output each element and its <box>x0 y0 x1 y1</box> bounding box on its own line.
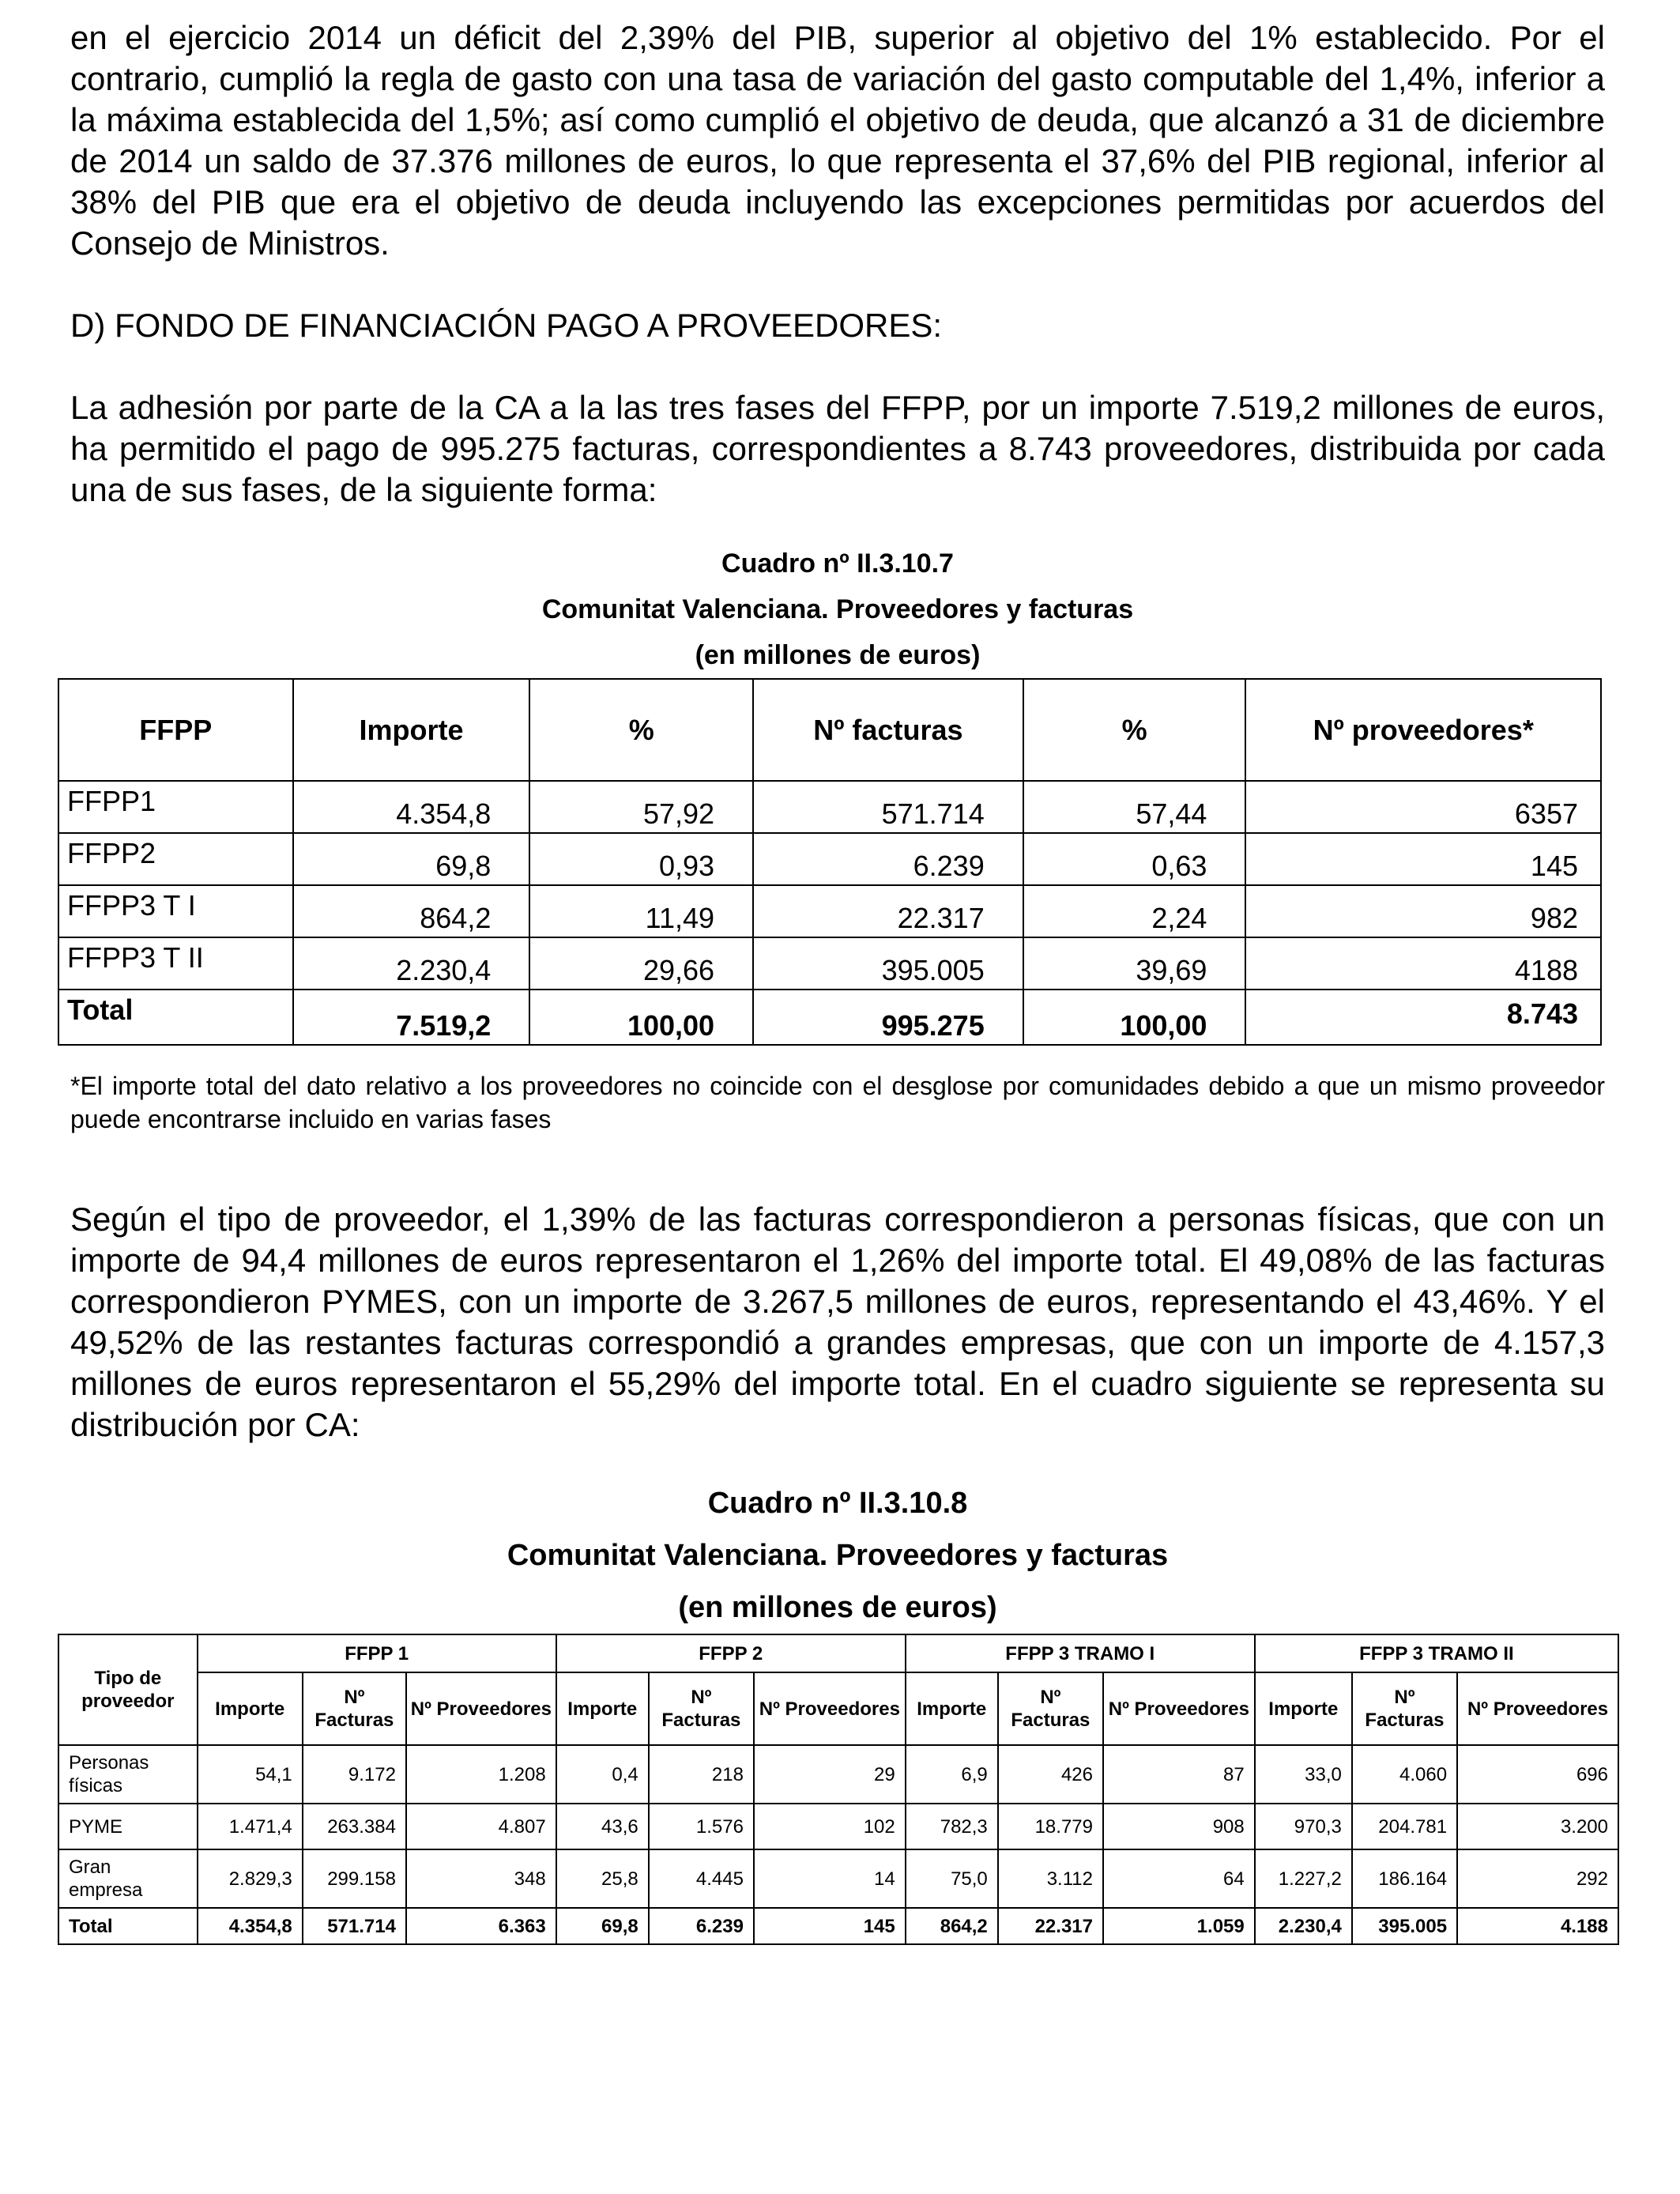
table-row <box>58 1804 1618 1849</box>
cell-value: 2.230,4 <box>1255 1908 1352 1944</box>
cell-importe: 69,8 <box>293 833 530 885</box>
table-subheader-row <box>58 1672 1618 1745</box>
col-header-facturas: Nº facturas <box>753 679 1023 781</box>
cell-value: 395.005 <box>1352 1908 1457 1944</box>
row-label: Total <box>58 1908 198 1944</box>
row-label: Gran empresa <box>58 1849 198 1908</box>
cell-importe: 2.230,4 <box>293 937 530 990</box>
cell-value: 0,4 <box>556 1745 649 1804</box>
subheader-importe: Importe <box>1255 1672 1352 1745</box>
cell-facturas: 395.005 <box>753 937 1023 990</box>
table-row <box>58 937 1601 990</box>
row-label: FFPP3 T I <box>58 885 293 937</box>
row-label: Personas físicas <box>58 1745 198 1804</box>
cell-facturas: 6.239 <box>753 833 1023 885</box>
cell-value: 3.200 <box>1457 1804 1618 1849</box>
cell-value: 6,9 <box>906 1745 998 1804</box>
cell-value: 4.188 <box>1457 1908 1618 1944</box>
section-title: D) FONDO DE FINANCIACIÓN PAGO A PROVEEDORES: <box>70 307 943 344</box>
cell-value: 696 <box>1457 1745 1618 1804</box>
subheader-proveedores: Nº Proveedores <box>406 1672 556 1745</box>
cell-value: 64 <box>1103 1849 1255 1908</box>
table-total-row <box>58 990 1601 1045</box>
row-label: FFPP1 <box>58 781 293 833</box>
cell-value: 426 <box>998 1745 1103 1804</box>
cell-pct-importe: 11,49 <box>529 885 753 937</box>
cell-value: 1.059 <box>1103 1908 1255 1944</box>
col-header-pct-importe: % <box>529 679 753 781</box>
cell-value: 9.172 <box>303 1745 406 1804</box>
cell-value: 54,1 <box>198 1745 303 1804</box>
cell-value: 4.807 <box>406 1804 556 1849</box>
cell-value: 1.208 <box>406 1745 556 1804</box>
cell-value: 145 <box>754 1908 906 1944</box>
cell-value: 22.317 <box>998 1908 1103 1944</box>
cell-proveedores: 4188 <box>1245 937 1601 990</box>
subheader-proveedores: Nº Proveedores <box>754 1672 906 1745</box>
cell-value: 14 <box>754 1849 906 1908</box>
document-page <box>67 17 1609 1945</box>
table1-caption-units: (en millones de euros) <box>695 640 981 670</box>
table-ffpp-summary <box>58 678 1602 1046</box>
second-paragraph: Según el tipo de proveedor, el 1,39% de las facturas correspondieron a personas físicas, que con un importe de 94,4 millones de euros representaron el 1,26% del importe total. El 49,08% de las facturas correspondieron PYMES, con un importe de 3.267,5 millones de euros, representando el 43,46%. Y el 49,52% de las restantes facturas correspondió a grandes empresas, que con un importe de 4.157,3 millones de euros representaron el 55,29% del importe total. En el cuadro siguiente se representa su distribución por CA: <box>70 1201 1605 1443</box>
col-header-pct-facturas: % <box>1023 679 1246 781</box>
col-header-proveedores: Nº proveedores* <box>1245 679 1601 781</box>
cell-value: 970,3 <box>1255 1804 1352 1849</box>
table-row <box>58 1745 1618 1804</box>
row-label: FFPP3 T II <box>58 937 293 990</box>
cell-value: 2.829,3 <box>198 1849 303 1908</box>
cell-value: 4.445 <box>649 1849 754 1908</box>
table1-footnote: *El importe total del dato relativo a los proveedores no coincide con el desglose por comunidades debido a que un mismo proveedor puede encontrarse incluido en varias fases <box>70 1072 1605 1133</box>
row-label: Total <box>58 990 293 1045</box>
cell-value: 6.239 <box>649 1908 754 1944</box>
row-label: FFPP2 <box>58 833 293 885</box>
cell-value: 75,0 <box>906 1849 998 1908</box>
cell-value: 1.471,4 <box>198 1804 303 1849</box>
cell-value: 204.781 <box>1352 1804 1457 1849</box>
cell-facturas: 22.317 <box>753 885 1023 937</box>
cell-pct-importe: 100,00 <box>529 990 753 1045</box>
cell-value: 87 <box>1103 1745 1255 1804</box>
cell-value: 69,8 <box>556 1908 649 1944</box>
cell-importe: 7.519,2 <box>293 990 530 1045</box>
cell-value: 25,8 <box>556 1849 649 1908</box>
subheader-proveedores: Nº Proveedores <box>1457 1672 1618 1745</box>
cell-pct-importe: 29,66 <box>529 937 753 990</box>
cell-importe: 4.354,8 <box>293 781 530 833</box>
table1-caption-title: Comunitat Valenciana. Proveedores y facturas <box>541 594 1134 624</box>
cell-proveedores: 8.743 <box>1245 990 1601 1045</box>
cell-value: 3.112 <box>998 1849 1103 1908</box>
subheader-importe: Importe <box>906 1672 998 1745</box>
row-label: PYME <box>58 1804 198 1849</box>
cell-pct-facturas: 2,24 <box>1023 885 1246 937</box>
cell-pct-facturas: 57,44 <box>1023 781 1246 833</box>
subheader-importe: Importe <box>198 1672 303 1745</box>
cell-value: 4.060 <box>1352 1745 1457 1804</box>
cell-pct-importe: 57,92 <box>529 781 753 833</box>
cell-value: 6.363 <box>406 1908 556 1944</box>
cell-pct-facturas: 100,00 <box>1023 990 1246 1045</box>
cell-value: 1.576 <box>649 1804 754 1849</box>
table1-caption-number: Cuadro nº II.3.10.7 <box>721 548 954 579</box>
table-header-row <box>58 679 1601 781</box>
cell-facturas: 571.714 <box>753 781 1023 833</box>
subheader-facturas: Nº Facturas <box>649 1672 754 1745</box>
cell-value: 864,2 <box>906 1908 998 1944</box>
cell-value: 263.384 <box>303 1804 406 1849</box>
cell-proveedores: 6357 <box>1245 781 1601 833</box>
table2-caption-title: Comunitat Valenciana. Proveedores y facturas <box>507 1539 1169 1572</box>
group-header-ffpp3-tramo2: FFPP 3 TRAMO II <box>1255 1634 1618 1672</box>
col-header-importe: Importe <box>293 679 530 781</box>
table-row <box>58 781 1601 833</box>
table2-caption-number: Cuadro nº II.3.10.8 <box>707 1487 968 1520</box>
subheader-facturas: Nº Facturas <box>1352 1672 1457 1745</box>
subheader-facturas: Nº Facturas <box>303 1672 406 1745</box>
cell-value: 908 <box>1103 1804 1255 1849</box>
cell-value: 186.164 <box>1352 1849 1457 1908</box>
cell-value: 299.158 <box>303 1849 406 1908</box>
cell-pct-importe: 0,93 <box>529 833 753 885</box>
subheader-proveedores: Nº Proveedores <box>1103 1672 1255 1745</box>
table-row <box>58 1849 1618 1908</box>
cell-value: 348 <box>406 1849 556 1908</box>
intro-paragraph: en el ejercicio 2014 un déficit del 2,39% del PIB, superior al objetivo del 1% establecido. Por el contrario, cumplió la regla de gasto con una tasa de variación del gasto computable del 1,4%, inferior a la máxima establecida del 1,5%; así como cumplió el objetivo de deuda, que alcanzó a 31 de diciembre de 2014 un saldo de 37.376 millones de euros, lo que representa el 37,6% del PIB regional, inferior al 38% del PIB que era el objetivo de deuda incluyendo las excepciones permitidas por acuerdos del Consejo de Ministros. <box>70 19 1605 262</box>
cell-pct-facturas: 39,69 <box>1023 937 1246 990</box>
cell-value: 33,0 <box>1255 1745 1352 1804</box>
cell-pct-facturas: 0,63 <box>1023 833 1246 885</box>
cell-value: 1.227,2 <box>1255 1849 1352 1908</box>
subheader-facturas: Nº Facturas <box>998 1672 1103 1745</box>
cell-facturas: 995.275 <box>753 990 1023 1045</box>
table-row <box>58 833 1601 885</box>
cell-proveedores: 145 <box>1245 833 1601 885</box>
cell-value: 18.779 <box>998 1804 1103 1849</box>
table2-caption-units: (en millones de euros) <box>678 1591 997 1624</box>
group-header-ffpp2: FFPP 2 <box>556 1634 906 1672</box>
section-paragraph: La adhesión por parte de la CA a la las tres fases del FFPP, por un importe 7.519,2 millones de euros, ha permitido el pago de 995.275 facturas, correspondientes a 8.743 proveedores, distribuida por cada una de sus fases, de la siguiente forma: <box>70 389 1605 508</box>
subheader-importe: Importe <box>556 1672 649 1745</box>
group-header-ffpp3-tramo1: FFPP 3 TRAMO I <box>906 1634 1255 1672</box>
cell-value: 218 <box>649 1745 754 1804</box>
cell-value: 571.714 <box>303 1908 406 1944</box>
table-total-row <box>58 1908 1618 1944</box>
col-header-ffpp: FFPP <box>58 679 293 781</box>
cell-value: 4.354,8 <box>198 1908 303 1944</box>
cell-value: 292 <box>1457 1849 1618 1908</box>
cell-value: 29 <box>754 1745 906 1804</box>
cell-value: 102 <box>754 1804 906 1849</box>
cell-importe: 864,2 <box>293 885 530 937</box>
cell-proveedores: 982 <box>1245 885 1601 937</box>
table-row <box>58 885 1601 937</box>
col-header-tipo-proveedor: Tipo de proveedor <box>58 1634 198 1745</box>
table-supplier-type <box>58 1634 1619 1945</box>
group-header-ffpp1: FFPP 1 <box>198 1634 556 1672</box>
cell-value: 782,3 <box>906 1804 998 1849</box>
cell-value: 43,6 <box>556 1804 649 1849</box>
table-group-header-row <box>58 1634 1618 1672</box>
